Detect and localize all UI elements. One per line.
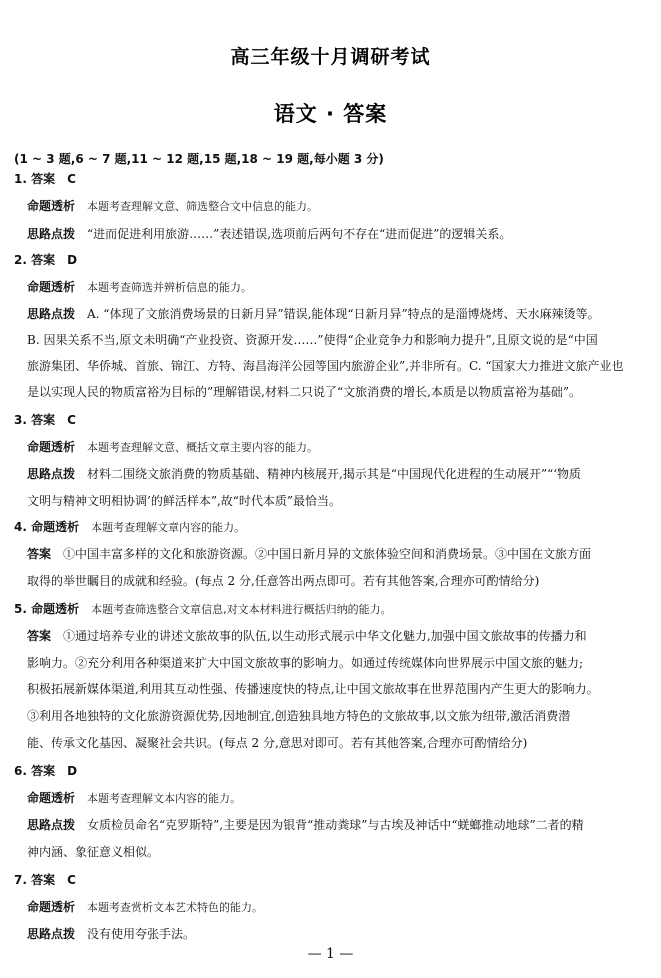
hint-text: 材料二围绕文旅消费的物质基础、精神内核展开,揭示其是“中国现代化进程的生动展开”“‘物质 bbox=[87, 467, 582, 481]
analysis-label: 命题透析 bbox=[27, 199, 76, 213]
analysis-text: 本题考查理解文意、概括文章主要内容的能力。 bbox=[87, 441, 319, 454]
question-2-hint-cont: 是以实现人民的物质富裕为目标的”理解错误,材料二只说了“文旅消费的增长,本质是以物质富裕为基础”。 bbox=[27, 385, 582, 399]
hint-label: 思路点拨 bbox=[27, 927, 76, 941]
question-3-analysis bbox=[0, 439, 661, 456]
question-1-analysis bbox=[0, 198, 661, 215]
question-3-answer: 3. 答案 C bbox=[14, 413, 76, 427]
question-5-answer bbox=[0, 628, 661, 644]
analysis-text: 本题考查筛选整合文章信息,对文本材料进行概括归纳的能力。 bbox=[91, 603, 392, 616]
question-3-hint bbox=[0, 466, 661, 482]
analysis-label: 命题透析 bbox=[27, 900, 76, 914]
question-7-analysis bbox=[0, 899, 661, 916]
exam-subtitle: 语文 · 答案 bbox=[273, 102, 388, 126]
analysis-label: 命题透析 bbox=[27, 280, 76, 294]
analysis-text: 本题考查理解文本内容的能力。 bbox=[87, 792, 242, 805]
analysis-text: 本题考查理解文章内容的能力。 bbox=[91, 521, 246, 534]
question-5-answer-cont: 能、传承文化基因、凝聚社会共识。(每点 2 分,意思对即可。若有其他答案,合理亦可酌情给分) bbox=[27, 736, 528, 750]
analysis-label: 命题透析 bbox=[27, 440, 76, 454]
scoring-note: (1 ~ 3 题,6 ~ 7 题,11 ~ 12 题,15 题,18 ~ 19 题,每小题 3 分) bbox=[14, 152, 384, 166]
question-5-answer-cont: 积极拓展新媒体渠道,利用其互动性强、传播速度快的特点,让中国文旅故事在世界范围内产生更大的影响力。 bbox=[27, 682, 599, 696]
question-6-answer: 6. 答案 D bbox=[14, 764, 78, 778]
question-5-answer-cont: 影响力。②充分利用各种渠道来扩大中国文旅故事的影响力。如通过传统媒体向世界展示中国文旅的魅力; bbox=[27, 656, 584, 670]
question-4-analysis bbox=[0, 519, 661, 536]
question-2-hint-cont: 旅游集团、华侨城、首旅、锦江、方特、海昌海洋公园等国内旅游企业”,并非所有。C. “国家大力推进文旅产业也 bbox=[27, 359, 624, 373]
hint-text: “进而促进利用旅游……”表述错误,选项前后两句不存在“进而促进”的逻辑关系。 bbox=[87, 227, 512, 241]
question-2-answer: 2. 答案 D bbox=[14, 253, 78, 267]
question-5-answer-cont: ③利用各地独特的文化旅游资源优势,因地制宜,创造独具地方特色的文旅故事,以文旅为纽带,激活消费潜 bbox=[27, 709, 571, 723]
question-4-answer bbox=[0, 546, 661, 562]
answer-text: ①中国丰富多样的文化和旅游资源。②中国日新月异的文旅体验空间和消费场景。③中国在文旅方面 bbox=[63, 547, 592, 561]
question-5-analysis bbox=[0, 601, 661, 618]
question-2-hint bbox=[0, 306, 661, 322]
question-5-head: 5. 命题透析 bbox=[14, 602, 80, 616]
question-4-answer-cont: 取得的举世瞩目的成就和经验。(每点 2 分,任意答出两点即可。若有其他答案,合理亦可酌情给分) bbox=[27, 574, 540, 588]
question-2-hint-cont: B. 因果关系不当,原文未明确“产业投资、资源开发……”使得“企业竞争力和影响力提升”,且原文说的是“中国 bbox=[27, 333, 598, 347]
analysis-text: 本题考查筛选并辨析信息的能力。 bbox=[87, 281, 253, 294]
question-3-hint-cont: 文明与精神文明相协调’的鲜活样本”,故“时代本质”最恰当。 bbox=[27, 494, 342, 508]
question-7-answer: 7. 答案 C bbox=[14, 873, 76, 887]
exam-title: 高三年级十月调研考试 bbox=[230, 46, 431, 68]
analysis-text: 本题考查赏析文本艺术特色的能力。 bbox=[87, 901, 264, 914]
answer-label: 答案 bbox=[27, 547, 52, 561]
hint-label: 思路点拨 bbox=[27, 467, 76, 481]
hint-label: 思路点拨 bbox=[27, 818, 76, 832]
question-7-hint bbox=[0, 926, 661, 942]
question-1-answer: 1. 答案 C bbox=[14, 172, 76, 186]
question-6-hint bbox=[0, 817, 661, 833]
page-number: — 1 — bbox=[307, 946, 354, 962]
hint-text: 女质检员命名“克罗斯特”,主要是因为银背“推动粪球”与古埃及神话中“蜣螂推动地球”二者的精 bbox=[87, 818, 584, 832]
answer-label: 答案 bbox=[27, 629, 52, 643]
question-1-hint bbox=[0, 226, 661, 242]
question-2-analysis bbox=[0, 279, 661, 296]
question-6-hint-cont: 神内涵、象征意义相似。 bbox=[27, 845, 160, 859]
analysis-label: 命题透析 bbox=[27, 791, 76, 805]
question-4-head: 4. 命题透析 bbox=[14, 520, 80, 534]
question-6-analysis bbox=[0, 790, 661, 807]
hint-label: 思路点拨 bbox=[27, 307, 76, 321]
hint-text: A. “体现了文旅消费场景的日新月异”错误,能体现“日新月异”特点的是淄博烧烤、天水麻辣烫等。 bbox=[87, 307, 600, 321]
analysis-text: 本题考查理解文意、筛选整合文中信息的能力。 bbox=[87, 200, 319, 213]
hint-text: 没有使用夸张手法。 bbox=[87, 927, 196, 941]
hint-label: 思路点拨 bbox=[27, 227, 76, 241]
answer-text: ①通过培养专业的讲述文旅故事的队伍,以生动形式展示中华文化魅力,加强中国文旅故事的传播力和 bbox=[63, 629, 587, 643]
